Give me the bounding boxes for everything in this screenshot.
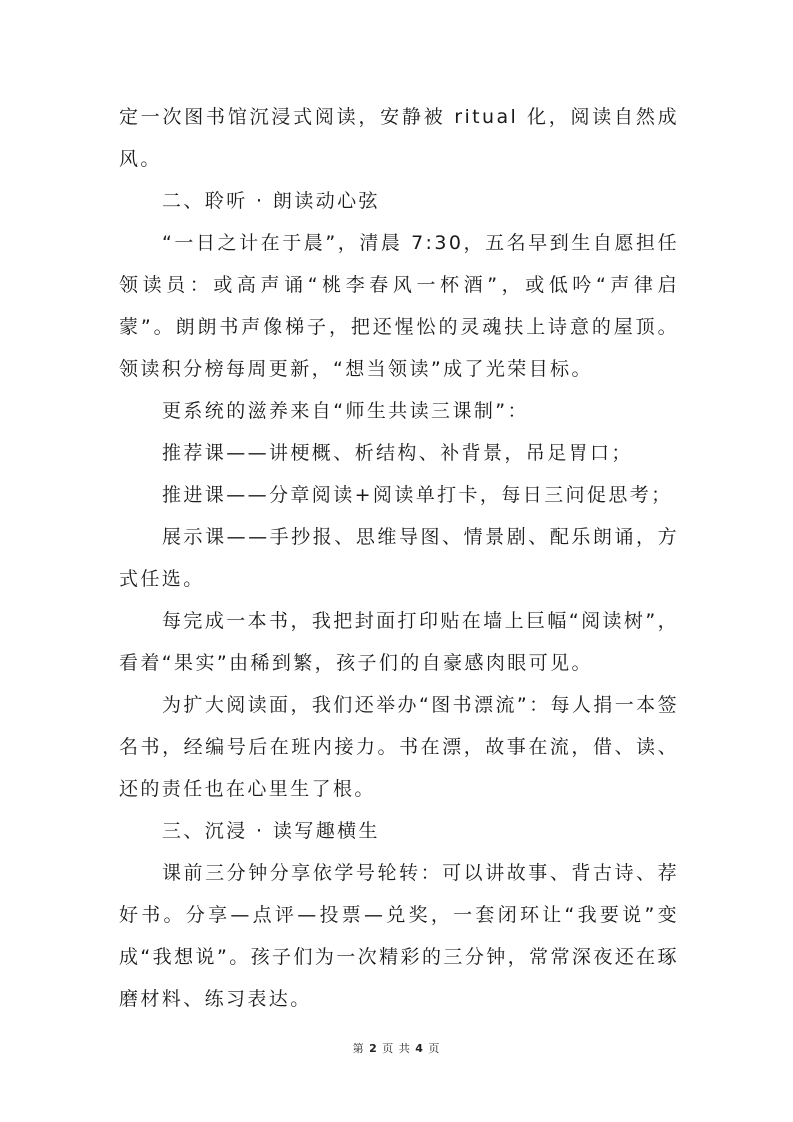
- paragraph-reading-tree: 每完成一本书，我把封面打印贴在墙上巨幅“阅读树”，看着“果实”由稀到繁，孩子们的自豪感肉眼可见。: [119, 610, 679, 674]
- paragraph-three-lessons-intro: 更系统的滋养来自“师生共读三课制”：: [162, 400, 529, 422]
- page-content: [119, 96, 679, 1020]
- paragraph-recommend-lesson: 推荐课——讲梗概、析结构、补背景，吊足胃口；: [162, 442, 633, 464]
- footer-total-pages: 4: [415, 1042, 424, 1055]
- paragraph-morning-reading: “一日之计在于晨”，清晨 7:30，五名早到生自愿担任领读员：或高声诵“桃李春风一杯酒”，或低吟“声律启蒙”。朗朗书声像梯子，把还惺忪的灵魂扶上诗意的屋顶。领读积分榜每周更新，“想当领读”成了光荣目标。: [119, 232, 679, 380]
- paragraph-book-drift: 为扩大阅读面，我们还举办“图书漂流”：每人捐一本签名书，经编号后在班内接力。书在漂，故事在流，借、读、还的责任也在心里生了根。: [119, 694, 679, 800]
- footer-current-page: 2: [369, 1042, 378, 1055]
- paragraph-continued: 定一次图书馆沉浸式阅读，安静被 ritual 化，阅读自然成风。: [119, 106, 679, 170]
- section-heading-3: 三、沉浸 · 读写趣横生: [162, 820, 380, 842]
- footer-suffix: 页: [423, 1042, 441, 1055]
- page-number-footer: [0, 1040, 793, 1056]
- paragraph-three-minute-share: 课前三分钟分享依学号轮转：可以讲故事、背古诗、荐好书。分享—点评—投票—兑奖，一套闭环让“我要说”变成“我想说”。孩子们为一次精彩的三分钟，常常深夜还在琢磨材料、练习表达。: [119, 862, 679, 1010]
- footer-prefix: 第: [352, 1042, 370, 1055]
- footer-middle: 页 共: [377, 1042, 416, 1055]
- section-heading-2: 二、聆听 · 朗读动心弦: [162, 190, 380, 212]
- paragraph-showcase-lesson: 展示课——手抄报、思维导图、情景剧、配乐朗诵，方式任选。: [119, 526, 679, 590]
- paragraph-advance-lesson: 推进课——分章阅读+阅读单打卡，每日三问促思考；: [162, 484, 673, 506]
